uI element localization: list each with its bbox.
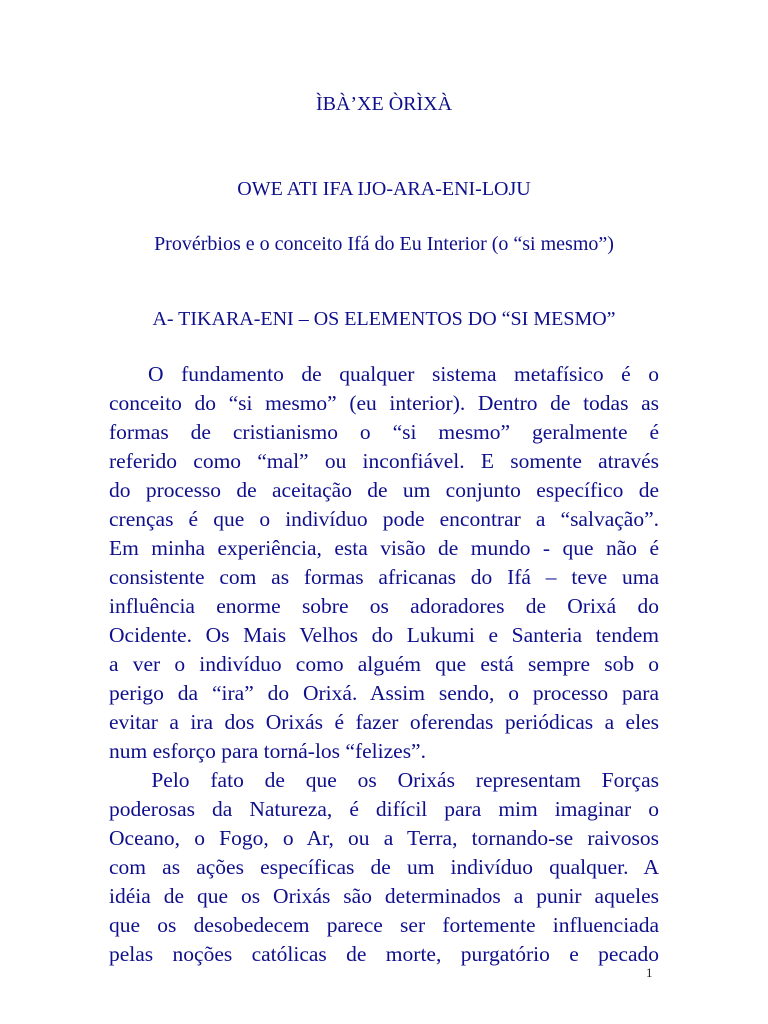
- body-line: do processo de aceitação de um conjunto específico de: [109, 478, 659, 502]
- body-line: crenças é que o indivíduo pode encontrar a “salvação”.: [109, 507, 659, 531]
- body-line: conceito do “si mesmo” (eu interior). Dentro de todas as: [109, 391, 659, 415]
- body-line: Ocidente. Os Mais Velhos do Lukumi e Santeria tendem: [109, 623, 659, 647]
- page-number: 1: [646, 965, 653, 980]
- body-line: com as ações específicas de um indivíduo qualquer. A: [109, 855, 659, 879]
- body-line: Oceano, o Fogo, o Ar, ou a Terra, tornando-se raivosos: [109, 826, 659, 850]
- body-line: poderosas da Natureza, é difícil para mim imaginar o: [109, 797, 659, 821]
- body-line: idéia de que os Orixás são determinados a punir aqueles: [109, 884, 659, 908]
- body-line: Pelo fato de que os Orixás representam Forças: [109, 768, 659, 792]
- body-line: que os desobedecem parece ser fortemente influenciada: [109, 913, 659, 937]
- body-text: [109, 360, 659, 969]
- body-line: perigo da “ira” do Orixá. Assim sendo, o processo para: [109, 681, 659, 705]
- body-line: num esforço para torná-los “felizes”.: [109, 739, 426, 763]
- body-line: formas de cristianismo o “si mesmo” geralmente é: [109, 420, 659, 444]
- document-title: ÌBÀ’XE ÒRÌXÀ: [315, 93, 453, 115]
- body-line: a ver o indivíduo como alguém que está sempre sob o: [109, 652, 659, 676]
- body-line: influência enorme sobre os adoradores de Orixá do: [109, 594, 659, 618]
- section-title: A- TIKARA-ENI – OS ELEMENTOS DO “SI MESMO”: [152, 308, 616, 330]
- body-line: referido como “mal” ou inconfiável. E somente através: [109, 449, 659, 473]
- document-subtitle: Provérbios e o conceito Ifá do Eu Interior (o “si mesmo”): [154, 233, 614, 255]
- body-line: evitar a ira dos Orixás é fazer oferendas periódicas a eles: [109, 710, 659, 734]
- body-line: consistente com as formas africanas do Ifá – teve uma: [109, 565, 659, 589]
- document-heading: OWE ATI IFA IJO-ARA-ENI-LOJU: [237, 178, 531, 200]
- body-line: pelas noções católicas de morte, purgatório e pecado: [109, 942, 659, 966]
- body-line: Em minha experiência, esta visão de mundo - que não é: [109, 536, 659, 560]
- body-line: O fundamento de qualquer sistema metafísico é o: [109, 362, 659, 386]
